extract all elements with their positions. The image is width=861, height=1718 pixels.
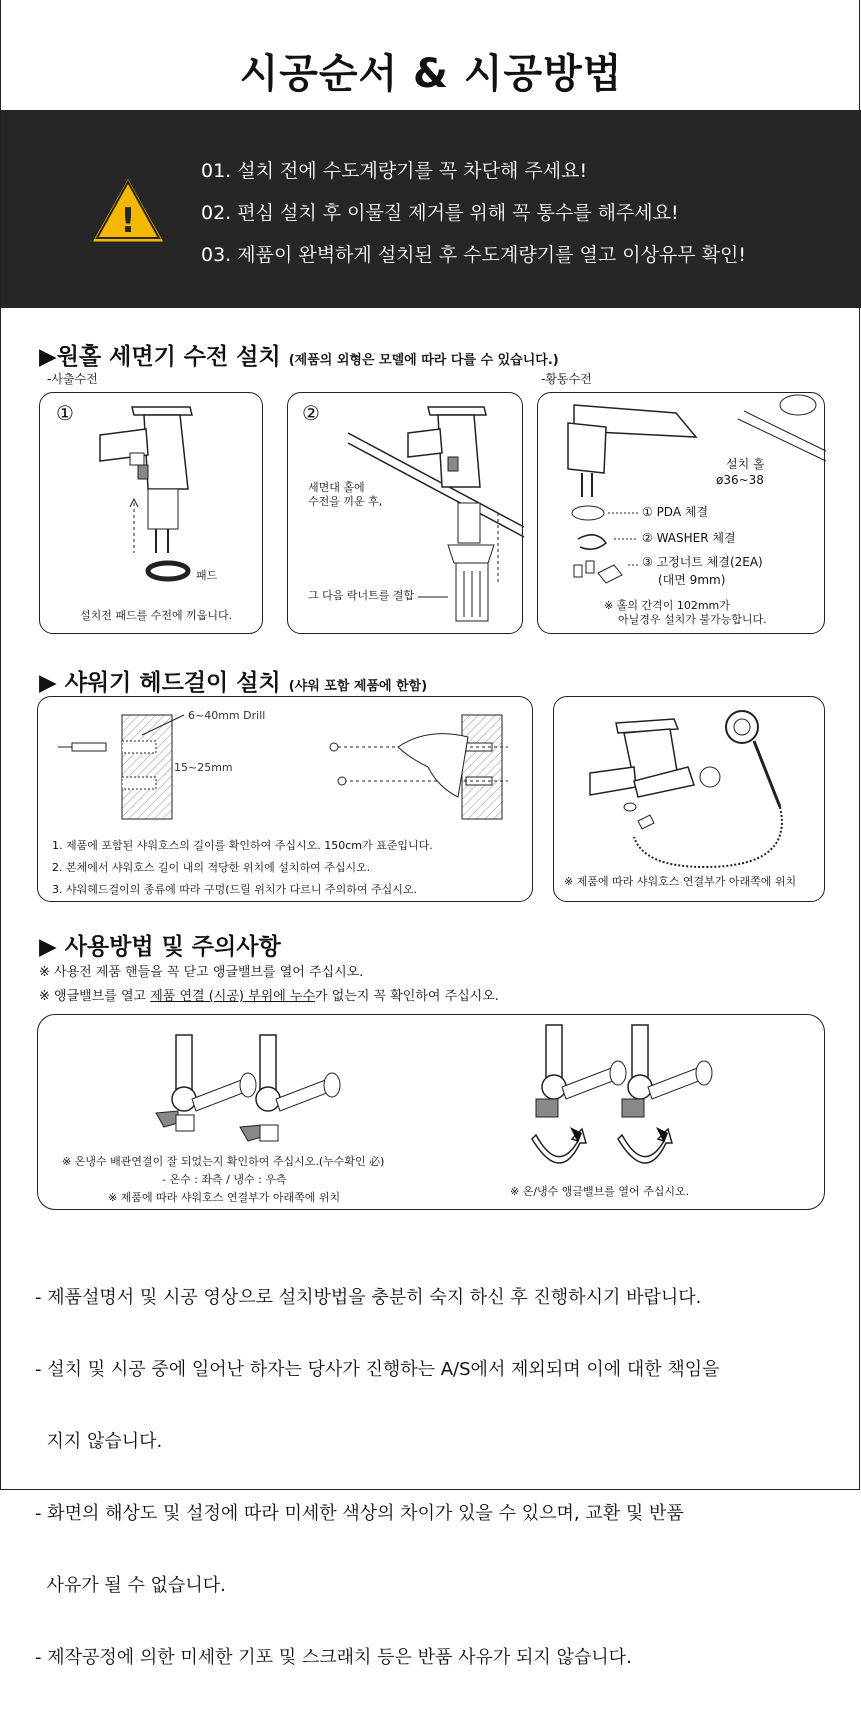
section1-title: ▶원홀 세면기 수전 설치 xyxy=(39,344,281,370)
bottom-note-2: - 설치 및 시공 중에 일어난 하자는 당사가 진행하는 A/S에서 제외되며 이에 대한 책임을 xyxy=(35,1359,720,1380)
warning-triangle-icon xyxy=(87,170,169,246)
section2-title: ▶ 샤워기 헤드걸이 설치 xyxy=(39,670,281,696)
panel-angle-valve xyxy=(37,1014,825,1210)
panel-step2 xyxy=(287,392,523,634)
step1-caption: 설치전 패드를 수전에 끼웁니다. xyxy=(80,609,233,622)
valve-hose-note: ※ 제품에 따라 샤워호스 연결부가 아래쪽에 위치 xyxy=(108,1191,341,1204)
valve-pair-right xyxy=(532,1025,712,1163)
warning-list xyxy=(201,150,746,276)
brass-note-line2: 아닐경우 설치가 불가능합니다. xyxy=(618,613,767,626)
page-title: 시공순서 & 시공방법 xyxy=(239,51,623,97)
step2-desc-line1: 세면대 홀에 xyxy=(308,481,365,494)
step1-number: ① xyxy=(56,401,74,425)
bottom-note-3: - 화면의 해상도 및 설정에 따라 미세한 색상의 차이가 있을 수 있으며, 교환 및 반품 xyxy=(35,1503,684,1524)
drill-label: 6~40mm Drill xyxy=(188,709,266,722)
pad-label: 패드 xyxy=(196,569,218,582)
usage-note-2 xyxy=(39,986,499,1008)
warning-band xyxy=(1,110,861,308)
bottom-note-3-cont: 사유가 될 수 없습니다. xyxy=(35,1575,226,1596)
warning-line-2: 02. 편심 설치 후 이물질 제거를 위해 꼭 통수를 해주세요! xyxy=(201,202,679,224)
hanger-step-list xyxy=(52,835,433,901)
section2-subnote: (샤워 포함 제품에 한함) xyxy=(288,679,428,694)
shower-set-note: ※ 제품에 따라 샤워호스 연결부가 아래쪽에 위치 xyxy=(564,875,797,888)
usage-note-2-post: 가 없는지 꼭 확인하여 주십시오. xyxy=(315,989,499,1004)
section2-heading xyxy=(39,664,427,697)
section1-subnote: (제품의 외형은 모델에 따라 다를 수 있습니다.) xyxy=(288,353,559,368)
brass-step2: ② WASHER 체결 xyxy=(642,531,736,545)
bottom-note-1: - 제품설명서 및 시공 영상으로 설치방법을 충분히 숙지 하신 후 진행하시기 바랍니다. xyxy=(35,1287,702,1308)
panel-brass xyxy=(537,392,825,634)
angle-valve-illustration xyxy=(38,1015,826,1211)
depth-label: 15~25mm xyxy=(174,761,233,774)
usage-note-1: ※ 사용전 제품 핸들을 꼭 닫고 앵글밸브를 열어 주십시오. xyxy=(39,965,364,980)
bottom-note-4: - 제작공정에 의한 미세한 기포 및 스크래치 등은 반품 사유가 되지 않습니다. xyxy=(35,1647,632,1668)
warning-line-3: 03. 제품이 완벽하게 설치된 후 수도계량기를 열고 이상유무 확인! xyxy=(201,244,747,266)
shower-set-illustration xyxy=(554,697,826,903)
usage-note-2-emphasis: 제품 연결 (시공) 부위에 누수 xyxy=(150,989,316,1004)
bottom-notes xyxy=(35,1238,719,1718)
valve-pair-left xyxy=(156,1035,340,1141)
label-brass-faucet: -황동수전 xyxy=(541,372,592,386)
usage-note-2-pre: ※ 앵글밸브를 열고 xyxy=(39,989,151,1004)
hole-label: 설치 홀 xyxy=(726,457,765,471)
valve-open-note: ※ 온/냉수 앵글밸브를 열어 주십시오. xyxy=(510,1185,690,1198)
section3-heading: ▶ 사용방법 및 주의사항 xyxy=(39,934,281,960)
label-injection-faucet: -사출수전 xyxy=(47,372,98,386)
panel-step1 xyxy=(39,392,263,634)
step2-desc-line2: 수전을 끼운 후, xyxy=(308,495,383,508)
hanger-step-3: 3. 샤워헤드걸이의 종류에 따라 구멍(드릴 위치가 다르니 주의하여 주십시오. xyxy=(52,883,418,896)
hole-size: ø36~38 xyxy=(716,473,764,487)
step2-caption: 그 다음 락너트를 결합 xyxy=(308,589,415,602)
section1-heading xyxy=(39,338,559,371)
valve-hot-cold: - 온수 : 좌측 / 냉수 : 우측 xyxy=(162,1173,287,1186)
hanger-step-2: 2. 본체에서 샤워호스 길이 내의 적당한 위치에 설치하여 주십시오. xyxy=(52,861,371,874)
valve-check-note: ※ 온냉수 배관연결이 잘 되었는지 확인하여 주십시오.(누수확인 必) xyxy=(62,1155,385,1168)
brass-step1: ① PDA 체결 xyxy=(642,505,709,519)
faucet-illustration-1 xyxy=(40,393,264,635)
brass-note-line1: ※ 홀의 간격이 102mm가 xyxy=(604,599,730,612)
panel-shower-hanger xyxy=(37,696,533,902)
bottom-note-2-cont: 지지 않습니다. xyxy=(35,1431,163,1452)
step2-number: ② xyxy=(302,401,320,425)
brass-step3-sub: (대면 9mm) xyxy=(658,573,726,587)
hanger-step-1: 1. 제품에 포함된 샤워호스의 길이를 확인하여 주십시오. 150cm가 표준입니다. xyxy=(52,839,433,852)
warning-mark: ! xyxy=(120,201,136,241)
warning-line-1: 01. 설치 전에 수도계량기를 꼭 차단해 주세요! xyxy=(201,160,588,182)
panel-shower-set xyxy=(553,696,825,902)
brass-step3: ③ 고정너트 체결(2EA) xyxy=(642,555,763,569)
